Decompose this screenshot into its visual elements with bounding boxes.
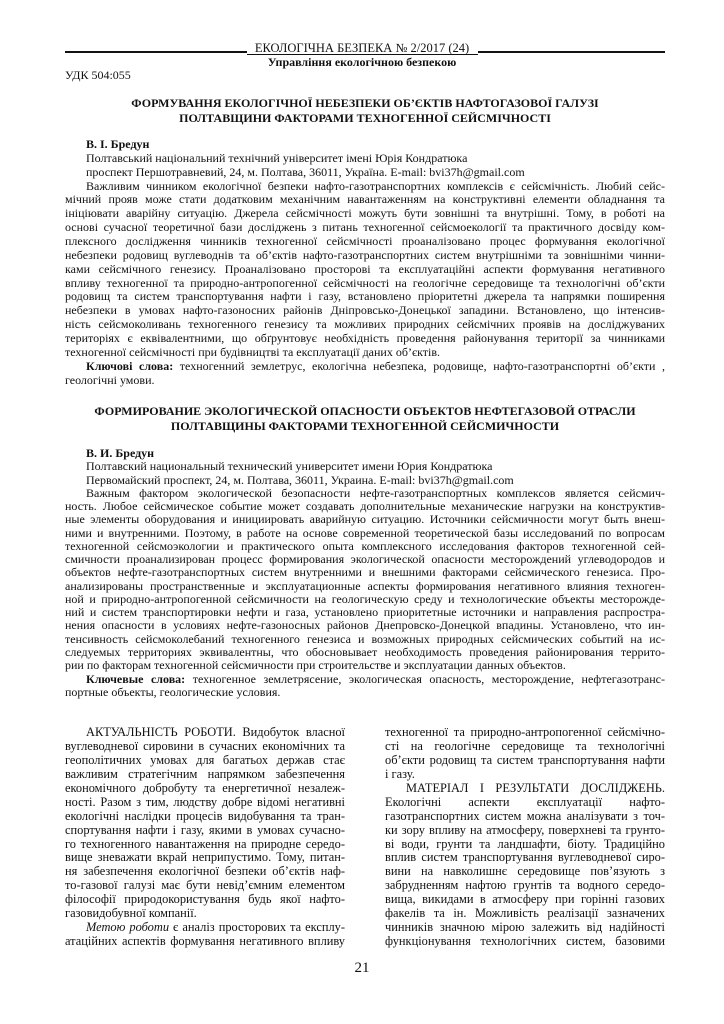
abstract-line (65, 527, 665, 540)
text-span: факелів та ін. Можливість реалізації зазначених (385, 907, 665, 921)
body-line (385, 810, 665, 824)
text-span: ності. Разом з тим, людству добре відомі негативні (65, 795, 345, 809)
body-line (65, 754, 345, 768)
text-span: ФОРМИРОВАНИЕ ЭКОЛОГИЧЕСКОЙ ОПАСНОСТИ ОБЪЕКТОВ НЕФТЕГАЗОВОЙ ОТРАСЛИ (94, 404, 636, 418)
abstract-line (65, 580, 665, 593)
author-name (65, 138, 665, 152)
abstract-line (65, 318, 665, 332)
body-column-left (65, 726, 345, 949)
text-span: сті на геологічне середовище та технологічні (385, 739, 665, 753)
abstract-line (65, 221, 665, 235)
affiliation (65, 460, 665, 473)
text-span: спортування нафти і газу, якими в умовах сучасно- (65, 823, 345, 837)
title-line (65, 404, 665, 419)
text-span: і газу. (385, 767, 415, 781)
text-span: вища, викидами в атмосферу при горінні газових (385, 893, 665, 907)
text-span: є аналіз просторових та експлу- (169, 921, 345, 935)
body-line (385, 796, 665, 810)
text-span: ня забезпечення екологічної безпеки об’єктів наф- (65, 865, 345, 879)
body-line (65, 740, 345, 754)
title-line (65, 419, 665, 434)
text-span: ками сейсмічного генезису. Проаналізовано просторові та експлуатаційні аспекти формування негативного (65, 262, 665, 276)
text-span: ПОЛТАВЩИНЫ ФАКТОРАМИ ТЕХНОГЕННОЙ СЕЙСМИЧНОСТИ (170, 418, 560, 433)
keywords-label: Ключові слова: (86, 359, 174, 373)
text-span: об’єкти родовищ та систем транспортування нафти (385, 753, 665, 767)
text-span: ной и природно-антропогенной сейсмичности на геологическую среду и технологические объекты месторожде- (65, 592, 665, 606)
text-span: вини на навколишнє середовище пов’язують з (385, 865, 665, 879)
text-span: газотранспортних систем можна аналізувати з точ- (385, 809, 665, 823)
abstract-line (65, 513, 665, 526)
abstract-line (65, 659, 665, 672)
ru-title (65, 404, 665, 433)
abstract-line (65, 606, 665, 619)
abstract-line (65, 332, 665, 346)
body-line (385, 907, 665, 921)
text-span: тенсивность сейсмоколебаний техногенного генезиса и возможных природных сейсмических событий на ис- (65, 632, 665, 646)
text-span: ними и внутренними. Поэтому, в работе на основе современной теоретической базы исследований по вопросам (65, 526, 665, 540)
body-line (385, 879, 665, 893)
body-line (65, 907, 345, 921)
body-line (385, 782, 665, 796)
title-line (65, 96, 665, 111)
text-span: основі сучасної теоретичної бази досліджень з питань техногенної сейсмоекології та практичного досвіду ком- (65, 221, 665, 235)
body-column-right (385, 726, 665, 949)
journal-header: ЕКОЛОГІЧНА БЕЗПЕКА № 2/2017 (24) (254, 41, 470, 55)
text-span: ки зору впливу на атмосферу, поверхневі та грунто- (385, 823, 665, 837)
text-span: АКТУАЛЬНІСТЬ РОБОТИ. Видобуток власної (86, 726, 345, 739)
keywords-line (65, 686, 665, 699)
abstract-line (65, 619, 665, 632)
body-line (385, 851, 665, 865)
abstract-line (65, 593, 665, 606)
body-line (385, 754, 665, 768)
body-line (65, 921, 345, 935)
text-span: смичности проанализирован процесс формирования экологической опасности месторождений углеводородов и (65, 553, 665, 567)
body-line (65, 824, 345, 838)
body-line (385, 921, 665, 935)
text-span: анализированы пространственные и эксплуатационные аспекты формирования негативного влияния техноген- (65, 579, 665, 593)
body-line (385, 893, 665, 907)
text-span: родовищ та систем транспортування нафти і газу, встановлено пріоритетні джерела та напрямки поширення (65, 290, 665, 304)
text-span: плексного дослідження чинників техногенної сейсмічності проаналізовано процес формування екологічної (65, 235, 665, 249)
aim-label: Метою роботи (86, 921, 170, 935)
text-span: ность. Любое сейсмическое событие может создавать дополнительные механические нагрузки на конструктив- (65, 500, 665, 514)
ua-abstract-block (65, 138, 665, 387)
text-span: вплив систем транспортування вуглеводневої сиро- (385, 851, 665, 865)
text-span: ные элементы оборудования и инициировать аварийную ситуацию. Источники сейсмичности могут быть внеш- (65, 513, 665, 527)
text-span: проспект Першотравневий, 24, м. Полтава, 36011, Україна. E-mail: bvi37h@gmail.com (86, 165, 525, 179)
body-line (385, 726, 665, 740)
text-span: Важным фактором экологической безопасности нефте-газотранспортных комплексов является сейсмич- (86, 486, 665, 500)
text-span: філософії природокористування будь якої нафто- (65, 893, 345, 907)
ru-abstract-block (65, 447, 665, 699)
text-span: объектов нефте-газотранспортных систем внутренними и внешними факторами сейсмического генезиса. Про- (65, 566, 665, 580)
text-span: економічного добробуту та енергетичної незалеж- (65, 781, 345, 795)
abstract-line (65, 263, 665, 277)
abstract-line (65, 487, 665, 500)
text-span: техногенної та природно-антропогенної сейсмічно- (385, 726, 665, 739)
text-span: ФОРМУВАННЯ ЕКОЛОГІЧНОЇ НЕБЕЗПЕКИ ОБ’ЄКТІВ НАФТОГАЗОВОЇ ГАЛУЗІ (131, 96, 599, 110)
body-line (65, 782, 345, 796)
address (65, 474, 665, 487)
abstract-line (65, 249, 665, 263)
body-line (385, 824, 665, 838)
abstract-line (65, 500, 665, 513)
abstract-line (65, 633, 665, 646)
abstract-line (65, 346, 665, 360)
abstract-line (65, 207, 665, 221)
text-span: то-газової галузі має бути невід’ємним елементом (65, 879, 345, 893)
text-span: В. И. Бредун (86, 447, 155, 460)
text-span: небезпеки родовищ вуглеводнів та об’єктів нафто-газотранспортних систем внутрішніми та зовнішніми чинни- (65, 248, 665, 262)
text-span: Екологічні аспекти експлуатації нафто- (385, 795, 665, 809)
page-number: 21 (354, 960, 370, 976)
address (65, 166, 665, 180)
text-span: техногенное землетрясение, экологическая опасность, месторождение, нефтегазотранс- (185, 672, 665, 686)
keywords-line (65, 374, 665, 388)
text-span: МАТЕРІАЛ І РЕЗУЛЬТАТИ ДОСЛІДЖЕНЬ. (406, 781, 665, 795)
abstract-line (65, 553, 665, 566)
text-span: чинників значною мірою залежить від надійності (385, 921, 665, 935)
text-span: ПОЛТАВЩИНИ ФАКТОРАМИ ТЕХНОГЕННОЇ СЕЙСМІЧНОСТІ (179, 110, 551, 125)
section-header: Управління екологічною безпекою (267, 55, 457, 69)
body-line (385, 935, 665, 949)
text-span: вище зневажати вкрай неприпустимо. Тому, питан- (65, 851, 345, 865)
body-line (65, 838, 345, 852)
text-span: Первомайский проспект, 24, м. Полтава, 36011, Украина. E-mail: bvi37h@gmail.com (86, 473, 514, 487)
abstract-line (65, 290, 665, 304)
text-span: техногенний землетрус, екологічна небезпека, родовище, нафто-газотранспортні об’єкти , (173, 359, 665, 373)
text-span: рии по факторам техногенной сейсмичности при строительстве и эксплуатации данных объектов. (65, 659, 566, 673)
ua-title (65, 96, 665, 125)
abstract-line (65, 566, 665, 579)
text-span: ініціювати аварійну ситуацію. Джерела сейсмічності можуть бути зовнішні та внутрішні. Тому, в роботі на (65, 207, 665, 221)
body-line (65, 865, 345, 879)
body-line (65, 851, 345, 865)
body-line (65, 726, 345, 740)
body-line (385, 740, 665, 754)
text-span: Полтавський національний технічний університет імені Юрія Кондратюка (86, 151, 468, 165)
text-span: вуглеводневої сировини в сучасних економічних та (65, 739, 345, 753)
text-span: техногенної сейсмічності при будівництві та експлуатації даних об’єктів. (65, 345, 441, 359)
body-line (65, 935, 345, 949)
title-line (65, 111, 665, 126)
text-span: нения опасности в условиях нефте-газоносных районов Днепровско-Донецкой впадины. Установлено, что ин- (65, 619, 665, 633)
text-span: го техногенного навантаження на природне середо- (65, 837, 345, 851)
text-span: ві води, грунти та ландшафти, біоту. Традиційно (385, 837, 665, 851)
text-span: атаційних аспектів формування негативного впливу (65, 935, 345, 949)
author-name (65, 447, 665, 460)
text-span: ний и систем транспортировки нефти и газа, установлено приоритетные источники и направления распростра- (65, 606, 665, 620)
text-span: Полтавский национальный технический университет имени Юрия Кондратюка (86, 460, 493, 474)
body-line (65, 796, 345, 810)
body-line (385, 838, 665, 852)
body-line (385, 768, 665, 782)
keywords-line (65, 360, 665, 374)
text-span: екологічні наслідки процесів видобування та тран- (65, 809, 345, 823)
body-line (65, 768, 345, 782)
text-span: геологічні умови. (65, 373, 155, 387)
abstract-line (65, 646, 665, 659)
keywords-label: Ключевые слова: (86, 672, 186, 686)
text-span: следуемых территориях эквивалентны, что обосновывает необходимость проведения районирования террито- (65, 645, 665, 659)
abstract-line (65, 235, 665, 249)
udk-code: УДК 504:055 (65, 68, 131, 82)
text-span: впливу техногенної та природно-антропогенної сейсмічності на геологічне середовище та технологічні об’єкти (65, 276, 665, 290)
text-span: небезпеки в умовах нафто-газоносних районів Дніпровсько-Донецької западини. Встановлено, що інтенсив- (65, 304, 665, 318)
text-span: портные объекты, геологические условия. (65, 685, 281, 699)
abstract-line (65, 277, 665, 291)
text-span: забрудненням нафтою грунтів та водного середо- (385, 879, 665, 893)
text-span: техногенной сейсмоэкологии и практического опыта комплексного исследования факторов техногенной сей- (65, 539, 665, 553)
body-line (65, 893, 345, 907)
affiliation (65, 152, 665, 166)
text-span: важливим стратегічним напрямком забезпечення (65, 767, 345, 781)
text-span: В. І. Бредун (86, 138, 150, 151)
text-span: територіях є еквівалентними, що обґрунтовує необхідність проведення районування території за чинниками (65, 332, 665, 346)
text-span: мічний прояв може стати додатковим механічним навантаженням на конструктивні елементи обладнання та (65, 193, 665, 207)
text-span: ність сейсмоколивань техногенного генезису та можливих природних сейсмічних проявів на досліджуваних (65, 318, 665, 332)
text-span: геополітичних умовах для багатьох держав стає (65, 753, 345, 767)
keywords-line (65, 673, 665, 686)
text-span: функціонування технологічних систем, базовими (385, 935, 665, 949)
abstract-line (65, 540, 665, 553)
abstract-line (65, 180, 665, 194)
body-line (65, 879, 345, 893)
body-line (385, 865, 665, 879)
text-span: газовидобувної компанії. (65, 907, 197, 921)
text-span: Важливим чинником екологічної безпеки нафто-газотранспортних комплексів є сейсмічність. Любий сейс- (86, 179, 665, 193)
body-line (65, 810, 345, 824)
abstract-line (65, 193, 665, 207)
abstract-line (65, 304, 665, 318)
